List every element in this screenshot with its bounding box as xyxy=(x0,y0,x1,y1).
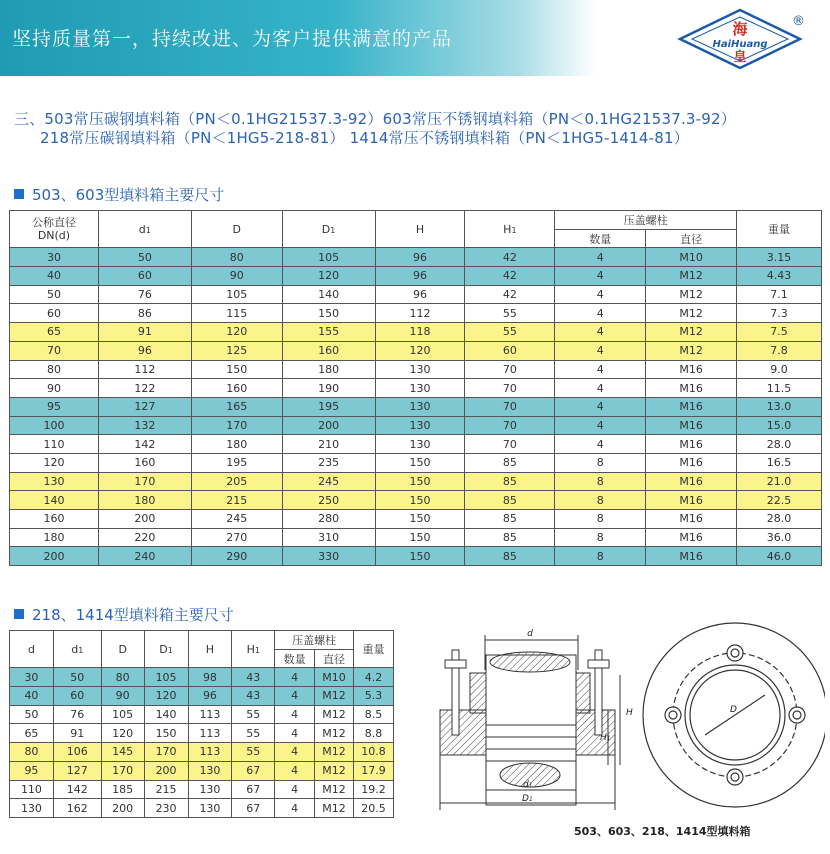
col-header-bolt: 压盖螺柱 xyxy=(555,211,737,230)
table-cell: 16.5 xyxy=(737,453,822,472)
table-cell: M12 xyxy=(315,743,354,762)
table-cell: M12 xyxy=(315,687,354,706)
table-cell: 85 xyxy=(465,453,555,472)
haihuang-logo xyxy=(676,8,804,70)
table-cell: 215 xyxy=(191,491,282,510)
table-cell: M12 xyxy=(646,304,737,323)
table-cell: 85 xyxy=(465,510,555,529)
table-cell: 106 xyxy=(53,743,101,762)
table-cell: M16 xyxy=(646,360,737,379)
table-cell: 130 xyxy=(375,435,465,454)
table-cell: M16 xyxy=(646,453,737,472)
table-cell: 120 xyxy=(375,341,465,360)
table-cell: 150 xyxy=(144,724,188,743)
table-cell: 130 xyxy=(375,416,465,435)
table-cell: 19.2 xyxy=(353,780,393,799)
table-cell: 160 xyxy=(10,510,99,529)
table-cell: 98 xyxy=(188,668,232,687)
table-cell: 40 xyxy=(10,267,99,286)
table-cell: 42 xyxy=(465,248,555,267)
table-cell: 200 xyxy=(282,416,375,435)
table-cell: 200 xyxy=(98,510,191,529)
table-cell: 113 xyxy=(188,743,232,762)
col-header-bolt: 压盖螺柱 xyxy=(275,631,354,650)
table-218-1414 xyxy=(9,630,394,818)
table-cell: 65 xyxy=(10,724,54,743)
dims-503-603-table-row xyxy=(10,397,822,416)
table-cell: M12 xyxy=(315,761,354,780)
table-cell: 30 xyxy=(10,668,54,687)
table-cell: 85 xyxy=(465,472,555,491)
table-cell: 4 xyxy=(555,285,646,304)
table-cell: 3.15 xyxy=(737,248,822,267)
title-line-1: 三、503常压碳钢填料箱（PN＜0.1HG21537.3-92）603常压不锈钢填料箱（PN＜0.1HG21537.3-92） xyxy=(14,110,736,128)
table-cell: 80 xyxy=(191,248,282,267)
table-cell: 85 xyxy=(465,528,555,547)
table-cell: 80 xyxy=(10,360,99,379)
table-cell: 310 xyxy=(282,528,375,547)
table-cell: 235 xyxy=(282,453,375,472)
svg-text:D: D xyxy=(730,705,737,715)
table-cell: 127 xyxy=(98,397,191,416)
table-cell: 50 xyxy=(98,248,191,267)
table-cell: 105 xyxy=(282,248,375,267)
table-cell: 91 xyxy=(98,323,191,342)
table-cell: 195 xyxy=(191,453,282,472)
table-cell: M16 xyxy=(646,491,737,510)
dims-503-603-table-row xyxy=(10,491,822,510)
table-cell: 170 xyxy=(98,472,191,491)
table-cell: 118 xyxy=(375,323,465,342)
dims-218-1414-table-row xyxy=(10,705,394,724)
table-cell: 46.0 xyxy=(737,547,822,566)
table-cell: 4 xyxy=(555,360,646,379)
table-cell: 180 xyxy=(10,528,99,547)
table-cell: 76 xyxy=(98,285,191,304)
col-header-H1: H1 xyxy=(465,211,555,248)
table-cell: 60 xyxy=(53,687,101,706)
table-cell: 113 xyxy=(188,724,232,743)
table-cell: M16 xyxy=(646,379,737,398)
dims-503-603-table-row xyxy=(10,323,822,342)
table-cell: 55 xyxy=(232,743,275,762)
table-cell: 195 xyxy=(282,397,375,416)
table-cell: 90 xyxy=(101,687,144,706)
table-cell: 43 xyxy=(232,687,275,706)
svg-text:海: 海 xyxy=(732,20,748,38)
col-header-H: H xyxy=(375,211,465,248)
table-cell: 150 xyxy=(375,528,465,547)
table-cell: 110 xyxy=(10,435,99,454)
table-cell: 330 xyxy=(282,547,375,566)
col-header-D: D xyxy=(191,211,282,248)
dims-503-603-table-row xyxy=(10,360,822,379)
table-cell: 55 xyxy=(465,323,555,342)
table-cell: 4 xyxy=(555,416,646,435)
title-line-2: 218常压碳钢填料箱（PN＜1HG5-218-81） 1414常压不锈钢填料箱（PN＜1HG5-1414-81） xyxy=(40,129,689,147)
svg-text:H: H xyxy=(626,708,633,718)
dims-503-603-table-row xyxy=(10,379,822,398)
table-cell: 60 xyxy=(10,304,99,323)
table-cell: 22.5 xyxy=(737,491,822,510)
section1-heading: 503、603型填料箱主要尺寸 xyxy=(14,184,224,205)
table-cell: 162 xyxy=(53,799,101,818)
table-cell: 165 xyxy=(191,397,282,416)
table-cell: 180 xyxy=(191,435,282,454)
table-cell: 160 xyxy=(191,379,282,398)
section2-heading: 218、1414型填料箱主要尺寸 xyxy=(14,604,234,625)
table-cell: 96 xyxy=(188,687,232,706)
table-cell: 50 xyxy=(10,285,99,304)
table-cell: 150 xyxy=(375,453,465,472)
table-cell: 90 xyxy=(10,379,99,398)
col-header-dia: 直径 xyxy=(646,229,737,248)
table-cell: 70 xyxy=(465,435,555,454)
table-cell: M16 xyxy=(646,528,737,547)
table-cell: 11.5 xyxy=(737,379,822,398)
table-cell: M16 xyxy=(646,510,737,529)
dims-218-1414-table-row xyxy=(10,743,394,762)
table-cell: 200 xyxy=(10,547,99,566)
table-cell: 200 xyxy=(101,799,144,818)
table-cell: 112 xyxy=(375,304,465,323)
table-cell: 55 xyxy=(465,304,555,323)
table-cell: 65 xyxy=(10,323,99,342)
table-cell: 28.0 xyxy=(737,435,822,454)
col-header-qty: 数量 xyxy=(555,229,646,248)
dims-503-603-table-row xyxy=(10,510,822,529)
table-cell: 215 xyxy=(144,780,188,799)
col-header-H1: H1 xyxy=(232,631,275,668)
table-cell: 105 xyxy=(191,285,282,304)
dims-218-1414-table-row xyxy=(10,724,394,743)
table-cell: 4 xyxy=(555,304,646,323)
col-header-D: D xyxy=(101,631,144,668)
table-cell: 85 xyxy=(465,547,555,566)
table-cell: 140 xyxy=(144,705,188,724)
dims-503-603-table-row xyxy=(10,285,822,304)
table-cell: 5.3 xyxy=(353,687,393,706)
table-cell: 150 xyxy=(375,510,465,529)
table-cell: M12 xyxy=(646,267,737,286)
table-cell: 13.0 xyxy=(737,397,822,416)
table-cell: 180 xyxy=(98,491,191,510)
table-cell: 8.5 xyxy=(353,705,393,724)
col-header-weight: 重量 xyxy=(353,631,393,668)
table-cell: 8 xyxy=(555,510,646,529)
svg-text:d: d xyxy=(527,629,533,639)
table-cell: 4 xyxy=(555,323,646,342)
dims-503-603-table-row xyxy=(10,416,822,435)
table-cell: 160 xyxy=(282,341,375,360)
table-cell: 230 xyxy=(144,799,188,818)
table-cell: 8 xyxy=(555,453,646,472)
table-cell: 180 xyxy=(282,360,375,379)
dims-503-603-table-row xyxy=(10,341,822,360)
table-cell: 28.0 xyxy=(737,510,822,529)
table-cell: 270 xyxy=(191,528,282,547)
dims-218-1414-table-row xyxy=(10,780,394,799)
dims-218-1414-table-row xyxy=(10,687,394,706)
table-cell: M12 xyxy=(315,780,354,799)
table-cell: 150 xyxy=(282,304,375,323)
dims-503-603-table-row xyxy=(10,267,822,286)
table-cell: M10 xyxy=(646,248,737,267)
table-cell: M12 xyxy=(315,705,354,724)
table-cell: 76 xyxy=(53,705,101,724)
dims-503-603-table-row xyxy=(10,547,822,566)
table-cell: 30 xyxy=(10,248,99,267)
dims-503-603-table-row xyxy=(10,304,822,323)
dims-503-603-table-row xyxy=(10,472,822,491)
table-cell: 60 xyxy=(98,267,191,286)
table-cell: 67 xyxy=(232,799,275,818)
col-header-D1: D1 xyxy=(144,631,188,668)
dims-218-1414-table-row xyxy=(10,799,394,818)
table-cell: 122 xyxy=(98,379,191,398)
table-cell: 4 xyxy=(555,267,646,286)
table-cell: 50 xyxy=(53,668,101,687)
stuffing-box-drawing xyxy=(430,615,825,830)
table-cell: 250 xyxy=(282,491,375,510)
table-cell: 205 xyxy=(191,472,282,491)
table-cell: 4 xyxy=(275,668,315,687)
table-cell: M10 xyxy=(315,668,354,687)
table-cell: 90 xyxy=(191,267,282,286)
table-cell: M16 xyxy=(646,416,737,435)
table-cell: 43 xyxy=(232,668,275,687)
table-cell: 130 xyxy=(375,360,465,379)
table-cell: 67 xyxy=(232,780,275,799)
table-cell: 10.8 xyxy=(353,743,393,762)
col-header-D1: D1 xyxy=(282,211,375,248)
table-cell: 50 xyxy=(10,705,54,724)
table-cell: 130 xyxy=(375,397,465,416)
table-cell: 132 xyxy=(98,416,191,435)
table-cell: 142 xyxy=(98,435,191,454)
table-cell: 210 xyxy=(282,435,375,454)
table-cell: 120 xyxy=(144,687,188,706)
table-cell: 145 xyxy=(101,743,144,762)
table-cell: 80 xyxy=(10,743,54,762)
table-cell: 160 xyxy=(98,453,191,472)
table-cell: 70 xyxy=(10,341,99,360)
table-cell: 125 xyxy=(191,341,282,360)
table-cell: 140 xyxy=(10,491,99,510)
dims-218-1414-table-row xyxy=(10,761,394,780)
table-cell: 55 xyxy=(232,705,275,724)
table-cell: 150 xyxy=(375,491,465,510)
table-cell: 42 xyxy=(465,285,555,304)
table-cell: 290 xyxy=(191,547,282,566)
table-cell: 142 xyxy=(53,780,101,799)
col-header-d: d xyxy=(10,631,54,668)
table-cell: 170 xyxy=(144,743,188,762)
registered-mark: ® xyxy=(792,14,805,29)
dims-218-1414-table-row xyxy=(10,668,394,687)
table-cell: 240 xyxy=(98,547,191,566)
table-cell: 130 xyxy=(10,472,99,491)
table-cell: 105 xyxy=(101,705,144,724)
table-cell: 200 xyxy=(144,761,188,780)
dims-503-603-table-row xyxy=(10,528,822,547)
table-cell: 150 xyxy=(375,472,465,491)
table-cell: 8 xyxy=(555,547,646,566)
table-cell: 220 xyxy=(98,528,191,547)
table-cell: 4 xyxy=(555,397,646,416)
table-cell: 170 xyxy=(101,761,144,780)
table-cell: 185 xyxy=(101,780,144,799)
label-d1: d1 xyxy=(523,780,533,790)
table-cell: 190 xyxy=(282,379,375,398)
table-cell: 21.0 xyxy=(737,472,822,491)
table-cell: 86 xyxy=(98,304,191,323)
table-cell: 4 xyxy=(555,341,646,360)
table-cell: 4 xyxy=(275,705,315,724)
table-cell: 140 xyxy=(282,285,375,304)
table-cell: 8 xyxy=(555,528,646,547)
table-cell: 96 xyxy=(375,267,465,286)
table-cell: 91 xyxy=(53,724,101,743)
table-cell: 112 xyxy=(98,360,191,379)
table-cell: 80 xyxy=(101,668,144,687)
table-cell: 105 xyxy=(144,668,188,687)
table-cell: 55 xyxy=(232,724,275,743)
table-cell: 8 xyxy=(555,472,646,491)
table-cell: 150 xyxy=(375,547,465,566)
table-cell: 4 xyxy=(275,780,315,799)
table-cell: 17.9 xyxy=(353,761,393,780)
dims-503-603-table-row xyxy=(10,435,822,454)
dims-503-603-table-row xyxy=(10,453,822,472)
figure-caption: 503、603、218、1414型填料箱 xyxy=(574,825,751,838)
table-cell: 4 xyxy=(275,743,315,762)
table-cell: 4 xyxy=(275,761,315,780)
table-cell: 280 xyxy=(282,510,375,529)
table-cell: 115 xyxy=(191,304,282,323)
table-cell: 120 xyxy=(10,453,99,472)
table-cell: 113 xyxy=(188,705,232,724)
table-cell: 120 xyxy=(282,267,375,286)
dims-503-603-table-row xyxy=(10,248,822,267)
table-cell: 100 xyxy=(10,416,99,435)
square-bullet-icon xyxy=(14,189,24,199)
table-cell: 155 xyxy=(282,323,375,342)
table-cell: M12 xyxy=(646,341,737,360)
table-cell: 4.2 xyxy=(353,668,393,687)
table-cell: 70 xyxy=(465,416,555,435)
table-cell: 4 xyxy=(555,435,646,454)
table-cell: 7.8 xyxy=(737,341,822,360)
table-cell: M16 xyxy=(646,547,737,566)
table-cell: M12 xyxy=(315,799,354,818)
table-cell: 8.8 xyxy=(353,724,393,743)
table-cell: 120 xyxy=(191,323,282,342)
table-cell: M12 xyxy=(646,323,737,342)
square-bullet-icon xyxy=(14,609,24,619)
col-header-dia: 直径 xyxy=(315,649,354,668)
table-cell: 130 xyxy=(375,379,465,398)
table-cell: 130 xyxy=(188,799,232,818)
col-header-d1: d1 xyxy=(53,631,101,668)
flange-view xyxy=(643,623,825,807)
table-cell: 110 xyxy=(10,780,54,799)
table-cell: 15.0 xyxy=(737,416,822,435)
table-cell: 4 xyxy=(555,379,646,398)
table-cell: 4 xyxy=(275,724,315,743)
table-cell: M12 xyxy=(315,724,354,743)
table-cell: 95 xyxy=(10,761,54,780)
table-cell: 130 xyxy=(10,799,54,818)
table-cell: 42 xyxy=(465,267,555,286)
table-cell: 67 xyxy=(232,761,275,780)
table-cell: 4 xyxy=(275,687,315,706)
table-cell: M16 xyxy=(646,472,737,491)
table-cell: 245 xyxy=(282,472,375,491)
table-cell: 120 xyxy=(101,724,144,743)
table-cell: 4.43 xyxy=(737,267,822,286)
table-cell: M12 xyxy=(646,285,737,304)
table-cell: 9.0 xyxy=(737,360,822,379)
table-cell: 70 xyxy=(465,360,555,379)
table-cell: 7.3 xyxy=(737,304,822,323)
table-cell: 70 xyxy=(465,397,555,416)
table-cell: 20.5 xyxy=(353,799,393,818)
label-D1: D1 xyxy=(522,794,533,804)
table-cell: 7.5 xyxy=(737,323,822,342)
table-cell: 127 xyxy=(53,761,101,780)
table-503-603 xyxy=(9,210,822,566)
table-cell: 95 xyxy=(10,397,99,416)
table-cell: 96 xyxy=(375,248,465,267)
table-cell: M16 xyxy=(646,397,737,416)
table-cell: 96 xyxy=(98,341,191,360)
table-cell: 70 xyxy=(465,379,555,398)
table-cell: 7.1 xyxy=(737,285,822,304)
table-cell: 40 xyxy=(10,687,54,706)
col-header-H: H xyxy=(188,631,232,668)
col-header-qty: 数量 xyxy=(275,649,315,668)
label-H1: H1 xyxy=(600,733,611,743)
col-header-weight: 重量 xyxy=(737,211,822,248)
table-cell: 130 xyxy=(188,780,232,799)
svg-text:皇: 皇 xyxy=(733,50,747,65)
table-cell: 96 xyxy=(375,285,465,304)
svg-text:HaiHuang: HaiHuang xyxy=(712,39,768,50)
table-cell: 150 xyxy=(191,360,282,379)
table-cell: 8 xyxy=(555,491,646,510)
table-cell: 4 xyxy=(275,799,315,818)
col-header-d1: d1 xyxy=(98,211,191,248)
slogan-text: 坚持质量第一，持续改进、为客户提供满意的产品 xyxy=(12,28,453,50)
table-cell: 170 xyxy=(191,416,282,435)
table-cell: 60 xyxy=(465,341,555,360)
table-cell: 130 xyxy=(188,761,232,780)
table-cell: M16 xyxy=(646,435,737,454)
table-cell: 36.0 xyxy=(737,528,822,547)
table-cell: 245 xyxy=(191,510,282,529)
table-cell: 85 xyxy=(465,491,555,510)
table-cell: 4 xyxy=(555,248,646,267)
col-header-dn: 公称直径 DN(d) xyxy=(10,211,99,248)
